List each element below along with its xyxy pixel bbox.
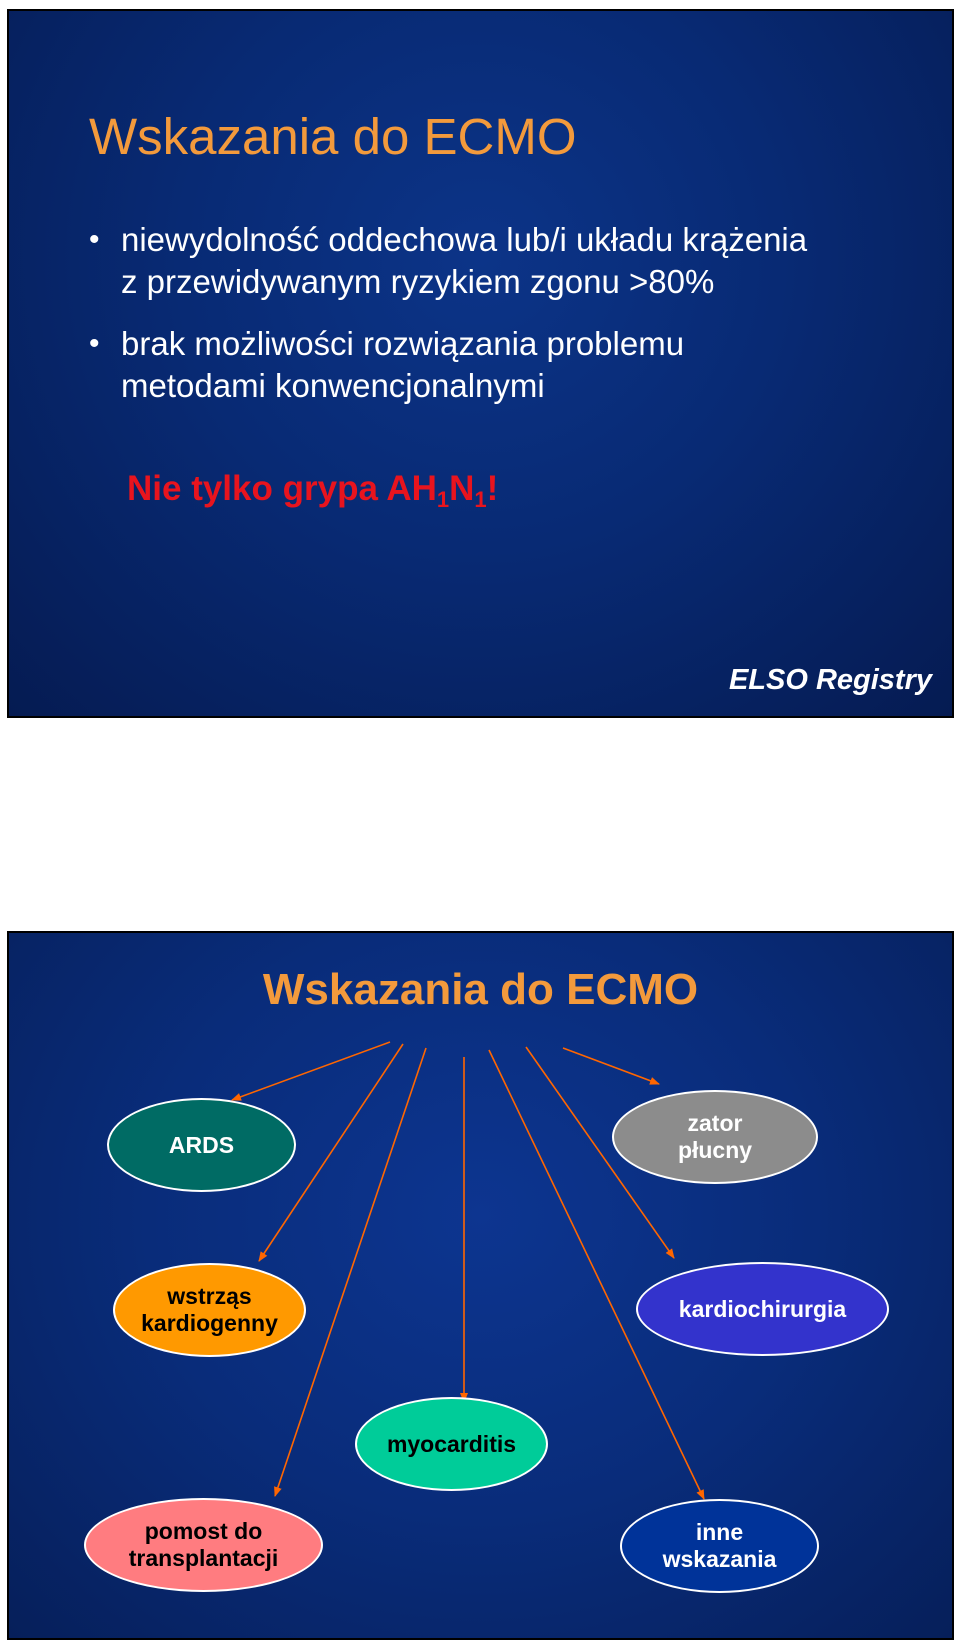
note-subscript-1: 1	[436, 487, 450, 512]
node-label: zator płucny	[677, 1110, 753, 1163]
bullet-dot-icon: •	[89, 327, 100, 360]
note-mid: N	[449, 469, 475, 508]
slide2-title: Wskazania do ECMO	[262, 965, 699, 1014]
bullet-line: brak możliwości rozwiązania problemu	[121, 325, 685, 362]
node-myocarditis	[355, 1397, 548, 1491]
note-suffix: !	[486, 469, 499, 508]
not-only-flu-note	[127, 469, 498, 513]
note-prefix: Nie tylko grypa AH	[127, 469, 437, 508]
slide1-title: Wskazania do ECMO	[89, 108, 577, 165]
node-zator-plucny	[612, 1090, 818, 1184]
arrow-to-ards	[232, 1042, 390, 1100]
node-label: wstrząs kardiogenny	[141, 1283, 278, 1336]
node-label: myocarditis	[386, 1430, 517, 1457]
node-label: kardiochirurgia	[678, 1295, 847, 1322]
slide-ecmo-indications-diagram	[7, 931, 954, 1640]
note-subscript-2: 1	[474, 487, 487, 512]
elso-registry-source: ELSO Registry	[728, 664, 932, 696]
bullet-line: niewydolność oddechowa lub/i układu krążenia	[121, 221, 808, 258]
node-label: ARDS	[168, 1131, 235, 1158]
node-ards	[107, 1098, 296, 1192]
node-pomost-do-transplantacji	[84, 1498, 323, 1592]
bullet-dot-icon: •	[89, 223, 100, 256]
bullet-line: metodami konwencjonalnymi	[121, 367, 545, 404]
node-label: inne wskazania	[662, 1519, 777, 1572]
bullet-line: z przewidywanym ryzykiem zgonu >80%	[121, 263, 715, 300]
slide-ecmo-indications	[7, 9, 954, 718]
node-inne-wskazania	[620, 1499, 819, 1593]
node-label: pomost do transplantacji	[128, 1518, 279, 1571]
node-kardiochirurgia	[636, 1262, 889, 1356]
node-wstrzas-kardiogenny	[113, 1263, 306, 1357]
arrow-to-zator	[563, 1048, 659, 1084]
